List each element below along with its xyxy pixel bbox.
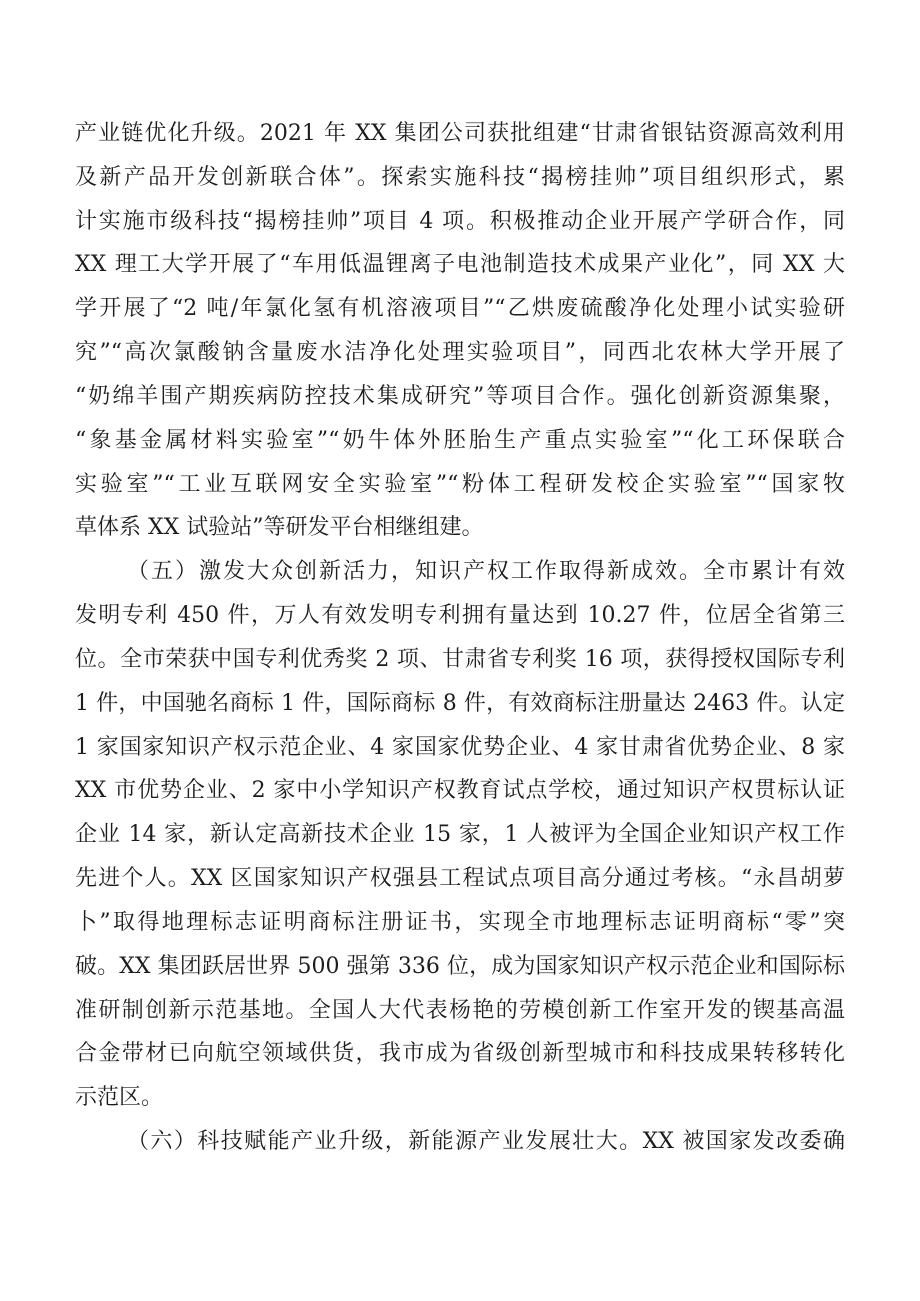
- text-line: “奶绵羊围产期疾病防控技术集成研究”等项目合作。强化创新资源集聚，: [75, 383, 845, 409]
- text-line: 先进个人。XX 区国家知识产权强县工程试点项目高分通过考核。“永昌胡萝: [75, 866, 845, 892]
- paragraph-section-6-new-energy: [75, 1120, 845, 1164]
- text-line: 企业 14 家，新认定高新技术企业 15 家，1 人被评为全国企业知识产权工作: [75, 822, 845, 848]
- text-line: 准研制创新示范基地。全国人大代表杨艳的劳模创新工作室开发的锲基高温: [75, 997, 845, 1023]
- text-line: “象基金属材料实验室”“奶牛体外胚胎生产重点实验室”“化工环保联合: [75, 427, 845, 453]
- text-line: XX 理工大学开展了“车用低温锂离子电池制造技术成果产业化”，同 XX 大: [75, 252, 845, 278]
- text-line: 实验室”“工业互联网安全实验室”“粉体工程研发校企实验室”“国家牧: [75, 471, 845, 497]
- text-line: 学开展了“2 吨/年氯化氢有机溶液项目”“乙烘废硫酸净化处理小试实验研: [75, 296, 845, 322]
- text-line: XX 市优势企业、2 家中小学知识产权教育试点学校，通过知识产权贯标认证: [75, 778, 845, 804]
- text-line: 产业链优化升级。2021 年 XX 集团公司获批组建“甘肃省银钴资源高效利用: [75, 121, 845, 146]
- text-line: 位。全市荣获中国专利优秀奖 2 项、甘肃省专利奖 16 项，获得授权国际专利: [75, 646, 845, 672]
- document-body: [75, 112, 845, 1164]
- text-line: 计实施市级科技“揭榜挂帅”项目 4 项。积极推动企业开展产学研合作，同: [75, 208, 845, 234]
- paragraph-innovation-cooperation: [75, 112, 845, 550]
- text-line: 卜”取得地理标志证明商标注册证书，实现全市地理标志证明商标“零”突: [75, 909, 845, 935]
- text-line: 合金带材已向航空领域供货，我市成为省级创新型城市和科技成果转移转化: [75, 1041, 845, 1067]
- text-line: 究”“高次氯酸钠含量废水洁净化处理实验项目”，同西北农林大学开展了: [75, 340, 845, 366]
- text-line: 1 件，中国驰名商标 1 件，国际商标 8 件，有效商标注册量达 2463 件。认定: [75, 690, 845, 716]
- text-line: 草体系 XX 试验站”等研发平台相继组建。: [75, 515, 484, 541]
- text-line: 示范区。: [75, 1085, 164, 1111]
- section-heading-line: （五）激发大众创新活力，知识产权工作取得新成效。全市累计有效: [127, 559, 845, 585]
- paragraph-section-5-intellectual-property: [75, 550, 845, 1120]
- text-line: 及新产品开发创新联合体”。探索实施科技“揭榜挂帅”项目组织形式，累: [75, 164, 845, 190]
- text-line: 发明专利 450 件，万人有效发明专利拥有量达到 10.27 件，位居全省第三: [75, 603, 845, 629]
- text-line: 1 家国家知识产权示范企业、4 家国家优势企业、4 家甘肃省优势企业、8 家: [75, 734, 845, 760]
- text-line: 破。XX 集团跃居世界 500 强第 336 位，成为国家知识产权示范企业和国际标: [75, 953, 845, 979]
- section-heading-line: （六）科技赋能产业升级，新能源产业发展壮大。XX 被国家发改委确: [127, 1129, 845, 1155]
